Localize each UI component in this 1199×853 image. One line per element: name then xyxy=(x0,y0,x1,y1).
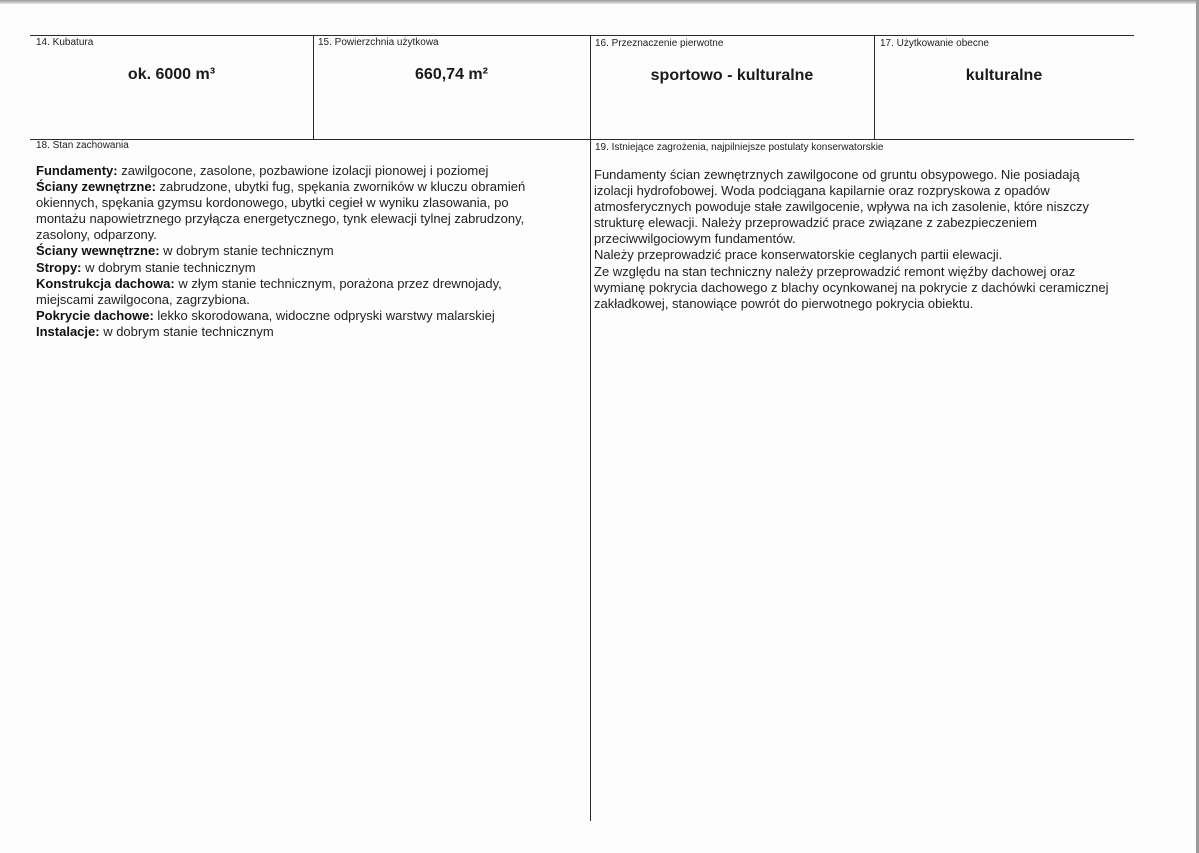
condition-line: miejscami zawilgocona, zagrzybiona. xyxy=(36,291,250,307)
condition-line: zasolony, odparzony. xyxy=(36,227,157,243)
condition-line: Fundamenty: zawilgocone, zasolone, pozbawione izolacji pionowej i poziomej xyxy=(36,163,489,178)
section-label: 19. Istniejące zagrożenia, najpilniejsze postulaty konserwatorskie xyxy=(595,142,884,153)
condition-line: Konstrukcja dachowa: w złym stanie technicznym, porażona przez drewnojady, xyxy=(36,275,502,291)
threats-line: zakładkowej, stanowiące powrót do pierwotnego pokrycia obiektu. xyxy=(594,295,974,311)
threats-line: atmosferycznych powoduje stałe zawilgocenie, wpływa na ich zasolenie, które niszczy xyxy=(594,199,1089,215)
condition-line: Pokrycie dachowe: lekko skorodowana, widoczne odpryski warstwy malarskiej xyxy=(36,307,495,323)
divider-col-1 xyxy=(313,35,314,139)
condition-line: montażu napowietrznego przyłącza energetycznego, tynk elewacji tylnej zabrudzony, xyxy=(36,211,525,227)
divider-col-2 xyxy=(590,35,591,821)
threats-line: strukturę elewacji. Należy przeprowadzić prace związane z zabezpieczeniem xyxy=(594,215,1037,231)
cell-label: 17. Użytkowanie obecne xyxy=(880,38,989,49)
cell-value: sportowo - kulturalne xyxy=(650,67,814,84)
section-label: 18. Stan zachowania xyxy=(36,140,129,151)
threats-line: Fundamenty ścian zewnętrznych zawilgocone od gruntu obsypowego. Nie posiadają xyxy=(594,167,1080,182)
cell-value: kulturalne xyxy=(965,67,1043,84)
condition-line: Ściany wewnętrzne: w dobrym stanie technicznym xyxy=(36,243,334,259)
cell-value: ok. 6000 m³ xyxy=(127,66,216,83)
threats-line: izolacji hydrofobowej. Woda podciągana kapilarnie oraz rozpryskowa z opadów xyxy=(594,183,1050,199)
cell-label: 16. Przeznaczenie pierwotne xyxy=(595,38,724,49)
condition-line: Stropy: w dobrym stanie technicznym xyxy=(36,259,256,275)
top-row-bottom-border xyxy=(30,139,1134,140)
condition-line: okiennych, spękania gzymsu kordonowego, ubytki cegieł w wyniku zlasowania, po xyxy=(36,195,509,211)
cell-label: 14. Kubatura xyxy=(36,37,94,48)
table-top-border xyxy=(30,35,1134,36)
threats-text xyxy=(594,167,1108,312)
threats-line: Należy przeprowadzić prace konserwatorskie ceglanych partii elewacji. xyxy=(594,247,1003,263)
divider-col-3 xyxy=(874,35,875,139)
threats-line: Ze względu na stan techniczny należy przeprowadzić remont więźby dachowej oraz xyxy=(594,263,1076,279)
cell-value: 660,74 m² xyxy=(415,66,488,83)
condition-text xyxy=(36,163,525,340)
threats-line: wymianę pokrycia dachowego z blachy ocynkowanej na pokrycie z dachówki ceramicznej xyxy=(594,279,1109,295)
threats-line: przeciwwilgociowym fundamentów. xyxy=(594,231,796,247)
page-edge-top xyxy=(0,0,1199,4)
condition-line: Instalacje: w dobrym stanie technicznym xyxy=(36,323,274,339)
cell-label: 15. Powierzchnia użytkowa xyxy=(318,37,439,48)
condition-line: Ściany zewnętrzne: zabrudzone, ubytki fug, spękania zworników w kluczu obramień xyxy=(36,179,526,195)
